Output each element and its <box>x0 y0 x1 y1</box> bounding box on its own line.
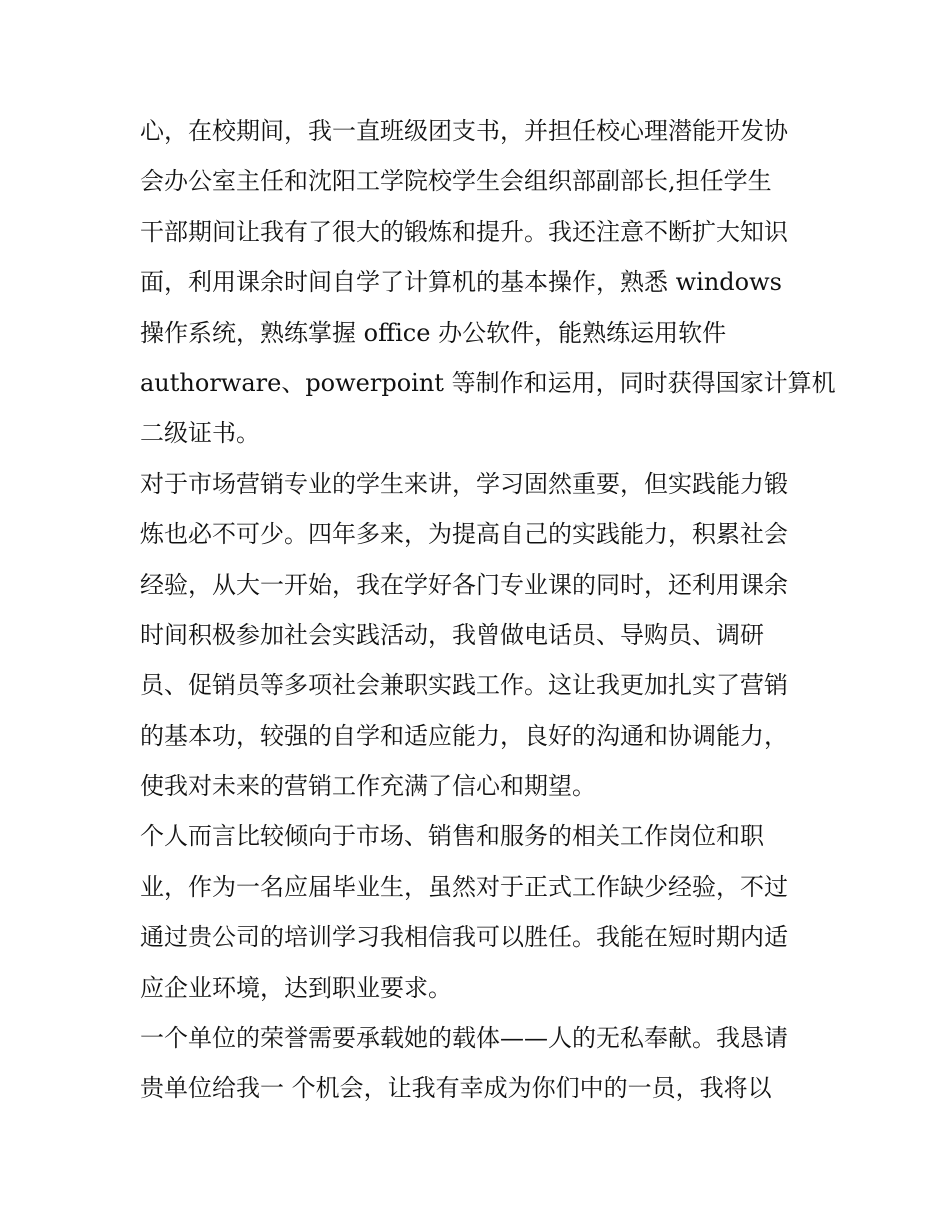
text-line: 一个单位的荣誉需要承载她的载体——人的无私奉献。我恳请 <box>140 1024 788 1053</box>
text-line: 经验，从大一开始，我在学好各门专业课的同时，还利用课余 <box>140 570 788 599</box>
text-line: 个人而言比较倾向于市场、销售和服务的相关工作岗位和职 <box>140 822 764 851</box>
text-line: 对于市场营销专业的学生来讲，学习固然重要，但实践能力锻 <box>140 469 788 498</box>
text-line: 心，在校期间，我一直班级团支书，并担任校心理潜能开发协 <box>140 117 788 145</box>
text-line: 业，作为一名应届毕业生，虽然对于正式工作缺少经验，不过 <box>140 872 788 901</box>
text-line: 面，利用课余时间自学了计算机的基本操作，熟悉 windows <box>140 268 782 297</box>
text-line: 操作系统，熟练掌握 office 办公软件，能熟练运用软件 <box>140 318 727 347</box>
text-line: 员、促销员等多项社会兼职实践工作。这让我更加扎实了营销 <box>140 671 788 700</box>
text-line: 二级证书。 <box>140 419 260 448</box>
text-line: 炼也必不可少。四年多来，为提高自己的实践能力，积累社会 <box>140 520 788 549</box>
text-line: 贵单位给我一 个机会，让我有幸成为你们中的一员，我将以 <box>140 1074 772 1103</box>
text-line: 的基本功，较强的自学和适应能力，良好的沟通和协调能力， <box>140 721 788 750</box>
text-line: 应企业环境，达到职业要求。 <box>140 973 452 1002</box>
text-line: 使我对未来的营销工作充满了信心和期望。 <box>140 772 596 801</box>
text-line: 干部期间让我有了很大的锻炼和提升。我还注意不断扩大知识 <box>140 217 788 246</box>
text-line: 通过贵公司的培训学习我相信我可以胜任。我能在短时期内适 <box>140 923 788 952</box>
text-line: 时间积极参加社会实践活动，我曾做电话员、导购员、调研 <box>140 620 764 649</box>
document-body <box>140 106 836 1114</box>
text-line: authorware、powerpoint 等制作和运用，同时获得国家计算机 <box>140 368 836 397</box>
text-line: 会办公室主任和沈阳工学院校学生会组织部副部长,担任学生 <box>140 167 772 196</box>
